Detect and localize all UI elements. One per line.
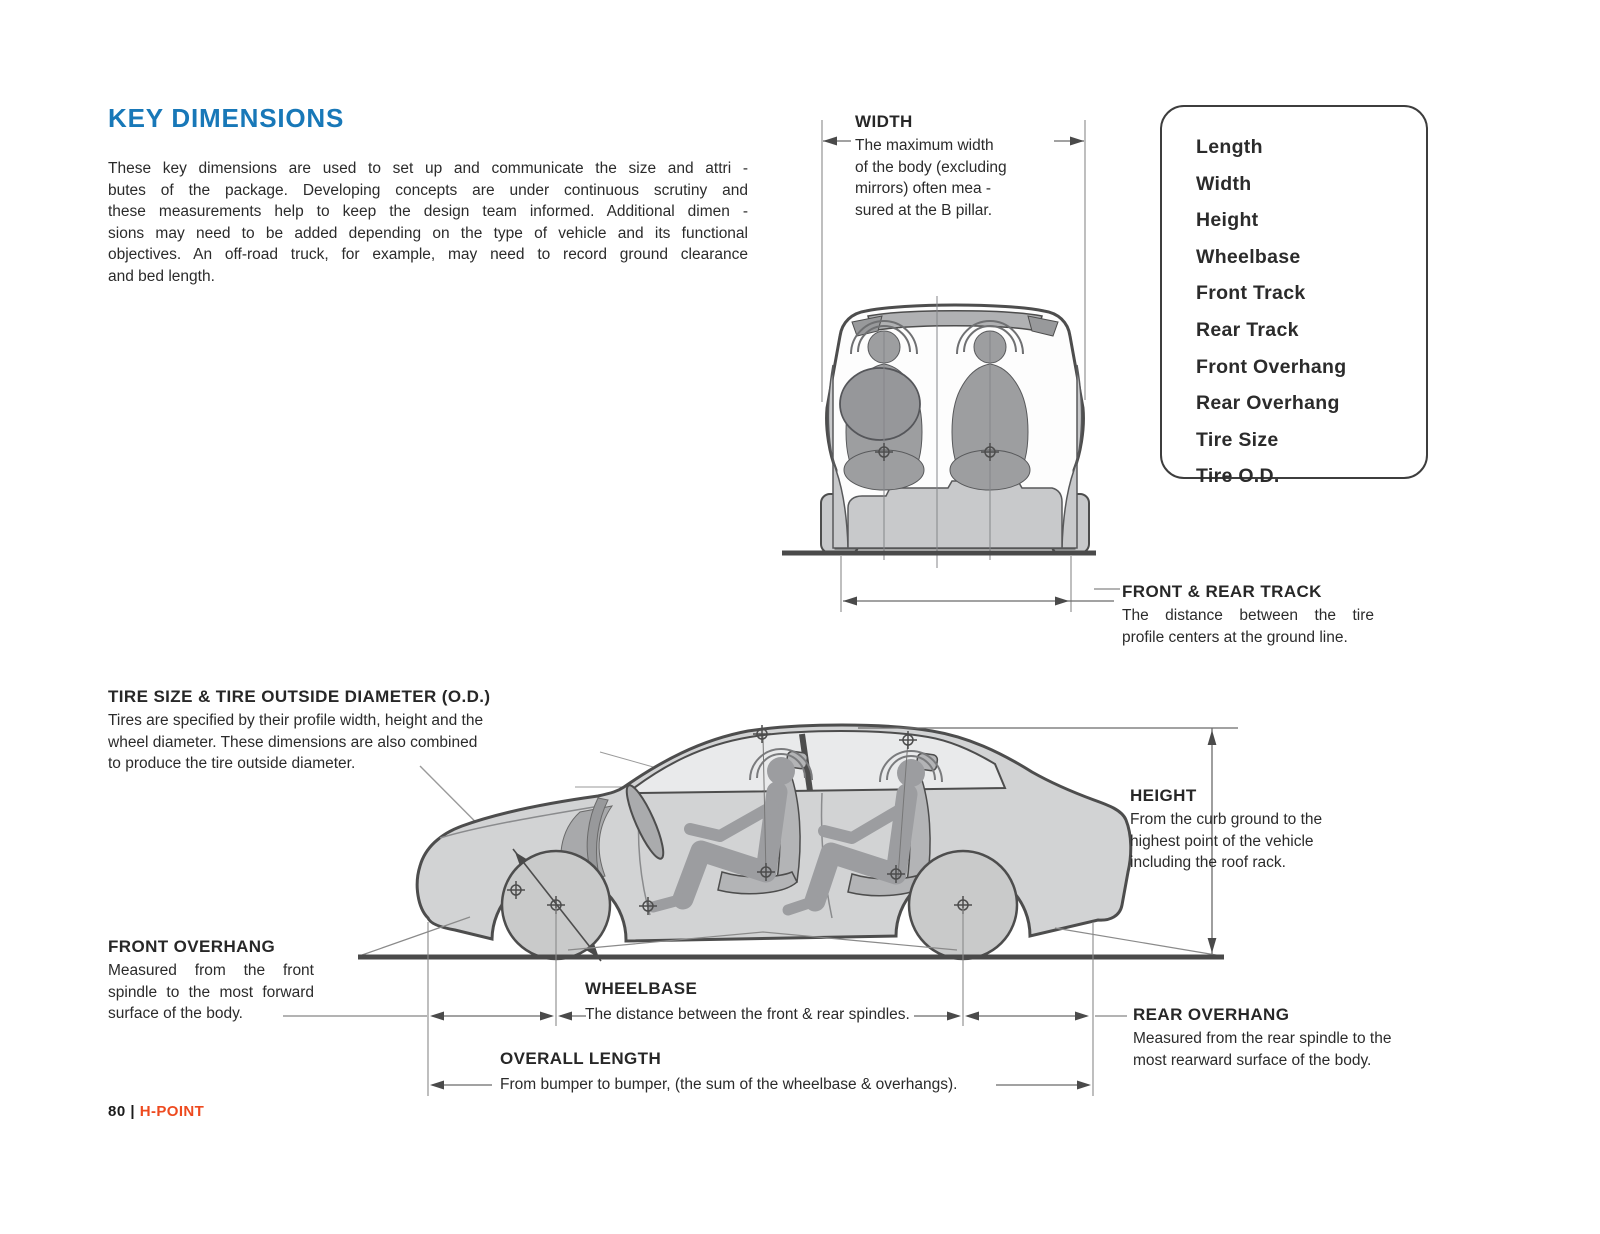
page-title: KEY DIMENSIONS bbox=[108, 103, 345, 133]
rear-overhang-callout bbox=[1133, 1005, 1413, 1071]
intro-paragraph: These key dimensions are used to set up and communicate the size and attri - butes of the package. Developing concepts are under continuous scrutiny and these measurements help to keep the design team informed. Additional dimen - sions may need to be added depending on the type of vehicle and its functional objectives. An off-road truck, for example, may need to record ground clearance and bed length. bbox=[108, 160, 748, 285]
book-title: H-POINT bbox=[139, 1103, 205, 1120]
tire-size-callout bbox=[108, 687, 553, 775]
front-rear-track-label: FRONT & REAR TRACK bbox=[1122, 582, 1322, 601]
page-footer bbox=[108, 1103, 204, 1120]
width-callout bbox=[855, 112, 1027, 221]
departure-angle-line bbox=[1055, 928, 1222, 956]
front-overhang-callout bbox=[108, 937, 314, 1025]
dimension-list: Length Width Height Wheelbase Front Track Rear Track Front Overhang Rear Overhang Tire Size Tire O.D. bbox=[1160, 105, 1428, 479]
front-rear-track-text: The distance between the tire profile centers at the ground line. bbox=[1122, 607, 1374, 646]
tire-size-text: Tires are specified by their profile width, height and the wheel diameter. These dimensions are also combined to produce the tire outside diameter. bbox=[108, 712, 484, 772]
width-label: WIDTH bbox=[855, 112, 913, 131]
height-label: HEIGHT bbox=[1130, 786, 1197, 805]
front-rear-track-callout bbox=[1122, 582, 1374, 648]
wheelbase-label: WHEELBASE bbox=[585, 979, 698, 998]
track-dimension bbox=[841, 556, 1120, 612]
height-text: From the curb ground to the highest point of the vehicle including the roof rack. bbox=[1130, 811, 1323, 871]
page-number: 80 bbox=[108, 1103, 126, 1120]
rear-overhang-text: Measured from the rear spindle to the most rearward surface of the body. bbox=[1133, 1030, 1392, 1069]
width-text: The maximum width of the body (excluding mirrors) often mea - sured at the B pillar. bbox=[855, 137, 1007, 219]
wheelbase-text: The distance between the front & rear spindles. bbox=[585, 1006, 910, 1023]
height-callout bbox=[1130, 786, 1360, 874]
overall-length-callout bbox=[500, 1049, 958, 1093]
footer-separator: | bbox=[130, 1103, 136, 1120]
front-overhang-text: Measured from the front spindle to the most forward surface of the body. bbox=[108, 962, 314, 1022]
rear-overhang-label: REAR OVERHANG bbox=[1133, 1005, 1290, 1024]
tire-size-label: TIRE SIZE & TIRE OUTSIDE DIAMETER (O.D.) bbox=[108, 687, 491, 706]
steering-wheel-rear-view bbox=[840, 368, 920, 440]
front-overhang-label: FRONT OVERHANG bbox=[108, 937, 276, 956]
wheelbase-callout bbox=[585, 979, 910, 1023]
overall-length-label: OVERALL LENGTH bbox=[500, 1049, 662, 1068]
approach-angle-line bbox=[362, 917, 470, 955]
overall-length-text: From bumper to bumper, (the sum of the wheelbase & overhangs). bbox=[500, 1076, 958, 1093]
